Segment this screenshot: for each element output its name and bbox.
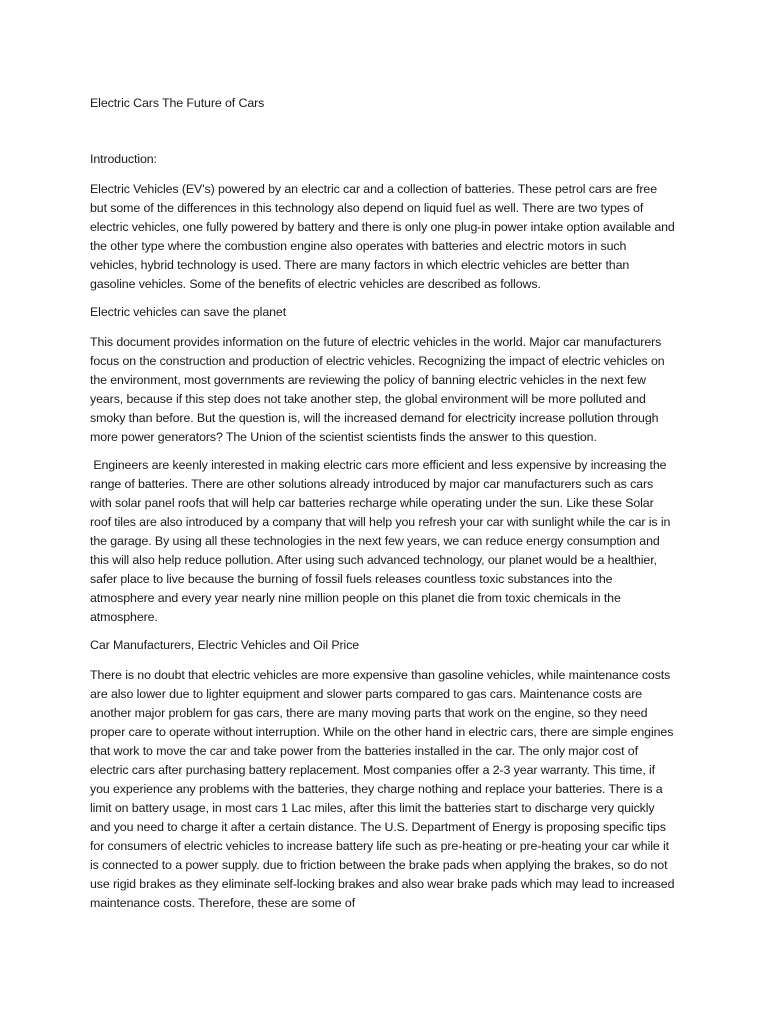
section-heading-save-planet: Electric vehicles can save the planet xyxy=(90,305,287,319)
document-body xyxy=(90,94,676,922)
paragraph-manufacturers: There is no doubt that electric vehicles are more expensive than gasoline vehicles, while maintenance costs are also lower due to lighter equipment and slower parts compared to gas cars. Maintenance costs are another major problem for gas cars, there are many moving parts that work on the engine, so they need proper care to operate without interruption. While on the other hand in electric cars, there are simple engines that work to move the car and take power from the batteries installed in the car. The only major cost of electric cars after purchasing battery replacement. Most companies offer a 2-3 year warranty. This time, if you experience any problems with the batteries, they charge nothing and replace your batteries. There is a limit on battery usage, in most cars 1 Lac miles, after this limit the batteries start to discharge very quickly and you need to charge it after a certain distance. The U.S. Department of Energy is proposing specific tips for consumers of electric vehicles to increase battery life such as pre-heating or pre-heating your car while it is connected to a power supply. due to friction between the brake pads when applying the brakes, so do not use rigid brakes as they eliminate self-locking brakes and also wear brake pads which may lead to increased maintenance costs. Therefore, these are some of xyxy=(90,668,675,910)
paragraph-save-planet-1: This document provides information on the future of electric vehicles in the world. Major car manufacturers focus on the construction and production of electric vehicles. Recognizing the impact of electric vehicles on the environment, most governments are reviewing the policy of banning electric vehicles in the next few years, because if this step does not take another step, the global environment will be more polluted and smoky than before. But the question is, will the increased demand for electricity increase pollution through more power generators? The Union of the scientist scientists finds the answer to this question. xyxy=(90,335,665,444)
paragraph-save-planet-2: Engineers are keenly interested in making electric cars more efficient and less expensive by increasing the range of batteries. There are other solutions already introduced by major car manufacturers such as cars with solar panel roofs that will help car batteries recharge while operating under the sun. Like these Solar roof tiles are also introduced by a company that will help you refresh your car with sunlight while the car is in the garage. By using all these technologies in the next few years, we can reduce energy consumption and this will also help reduce pollution. After using such advanced technology, our planet would be a healthier, safer place to live because the burning of fossil fuels releases countless toxic substances into the atmosphere and every year nearly nine million people on this planet die from toxic chemicals in the atmosphere. xyxy=(90,458,674,624)
section-heading-introduction: Introduction: xyxy=(90,152,157,166)
paragraph-introduction: Electric Vehicles (EV's) powered by an electric car and a collection of batteries. These petrol cars are free but some of the differences in this technology also depend on liquid fuel as well. There are two types of electric vehicles, one fully powered by battery and there is only one plug-in power intake option available and the other type where the combustion engine also operates with batteries and electric motors in such vehicles, hybrid technology is used. There are many factors in which electric vehicles are better than gasoline vehicles. Some of the benefits of electric vehicles are described as follows. xyxy=(90,182,675,291)
section-heading-manufacturers: Car Manufacturers, Electric Vehicles and Oil Price xyxy=(90,638,360,652)
document-title: Electric Cars The Future of Cars xyxy=(90,96,265,110)
